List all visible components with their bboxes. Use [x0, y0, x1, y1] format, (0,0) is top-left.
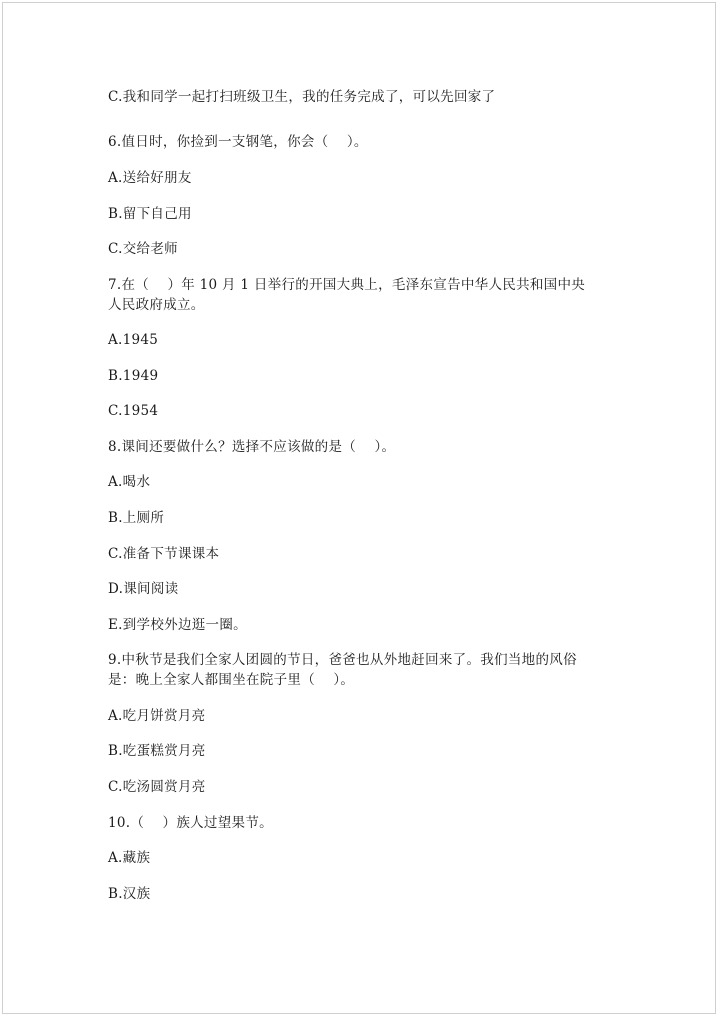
q9-option-a: A.吃月饼赏月亮	[108, 708, 206, 724]
q10-question: 10.（ ）族人过望果节。	[108, 815, 273, 831]
q8-option-d: D.课间阅读	[108, 581, 179, 597]
q9-question-line1: 9.中秋节是我们全家人团圆的节日，爸爸也从外地赶回来了。我们当地的风俗	[108, 652, 577, 668]
q8-option-c: C.准备下节课课本	[108, 546, 220, 562]
q6-option-b: B.留下自己用	[108, 206, 192, 222]
q6-question: 6.值日时，你捡到一支钢笔，你会（ ）。	[108, 134, 368, 150]
q8-question: 8.课间还要做什么？选择不应该做的是（ ）。	[108, 439, 396, 455]
q5-option-c: C.我和同学一起打扫班级卫生，我的任务完成了，可以先回家了	[108, 89, 496, 105]
q9-option-b: B.吃蛋糕赏月亮	[108, 743, 206, 759]
q8-option-a: A.喝水	[108, 474, 151, 490]
q7-option-a: A.1945	[108, 332, 159, 348]
q8-option-e: E.到学校外边逛一圈。	[108, 617, 247, 633]
q10-option-b: B.汉族	[108, 886, 151, 902]
q10-option-a: A.藏族	[108, 850, 151, 866]
q9-question-line2: 是：晚上全家人都围坐在院子里（ ）。	[108, 672, 355, 688]
q6-option-a: A.送给好朋友	[108, 170, 192, 186]
q7-question-line1: 7.在（ ）年 10 月 1 日举行的开国大典上，毛泽东宣告中华人民共和国中央	[108, 277, 586, 293]
q7-question-line2: 人民政府成立。	[108, 297, 205, 313]
q7-option-c: C.1954	[108, 403, 159, 419]
q7-option-b: B.1949	[108, 368, 159, 384]
q6-option-c: C.交给老师	[108, 241, 178, 257]
q8-option-b: B.上厕所	[108, 510, 165, 526]
q9-option-c: C.吃汤圆赏月亮	[108, 779, 206, 795]
